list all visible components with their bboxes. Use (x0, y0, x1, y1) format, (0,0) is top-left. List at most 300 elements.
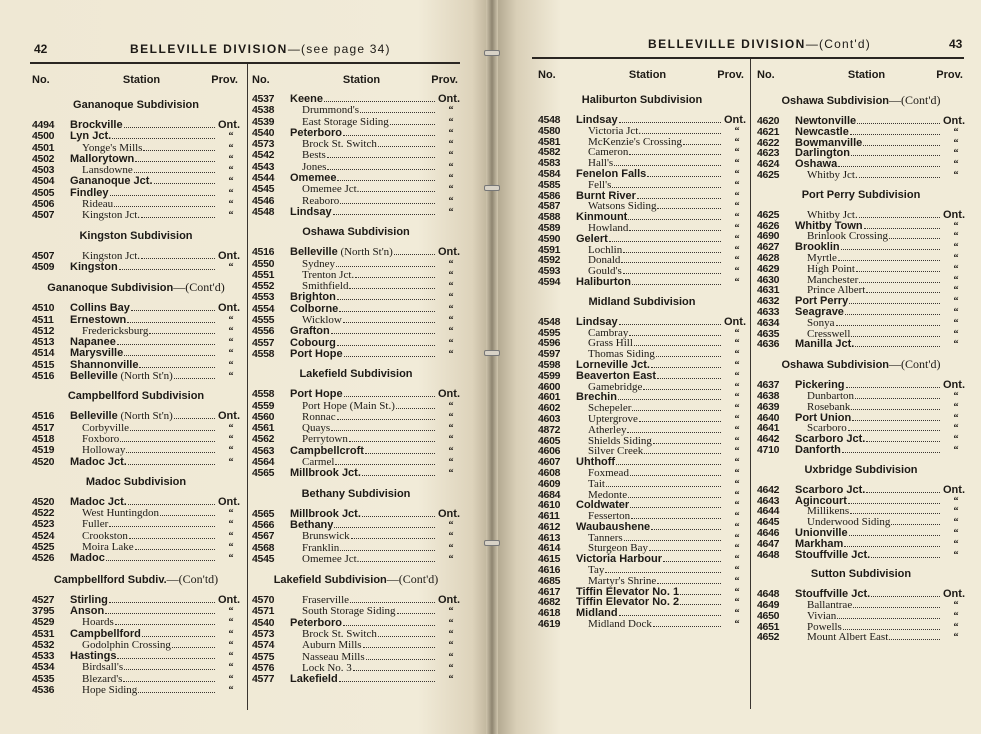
dot-leader (129, 538, 215, 539)
province: “ (228, 325, 234, 337)
station-name-text: Oshawa (795, 158, 838, 171)
station-name-text: Rideau (82, 198, 114, 211)
station-number: 4553 (252, 291, 275, 304)
dot-leader (337, 180, 435, 181)
station-name-text: Pickering (795, 379, 845, 392)
dot-leader (333, 214, 435, 215)
station-row (538, 265, 746, 276)
station-name (70, 187, 109, 199)
station-row (32, 250, 240, 261)
dot-leader (871, 557, 940, 558)
station-number: 4554 (252, 302, 275, 315)
station-row (538, 607, 746, 618)
station-name (795, 338, 854, 350)
dot-leader (365, 453, 435, 454)
station-number: 4609 (538, 477, 561, 490)
station-row (757, 295, 965, 306)
column (252, 70, 460, 684)
station-row (757, 422, 965, 433)
station-number: 4535 (32, 672, 55, 685)
station-row (538, 478, 746, 489)
station-name (70, 314, 126, 326)
station-row (538, 337, 746, 348)
station-name-text: Underwood Siding (807, 516, 891, 529)
station-number: 4626 (757, 219, 780, 232)
station-name (290, 246, 393, 258)
dot-leader (848, 430, 940, 431)
station-row (757, 137, 965, 148)
province: “ (448, 337, 454, 349)
station-name-text: Fell's (588, 178, 612, 191)
station-row (757, 338, 965, 349)
station-number: 4582 (538, 146, 561, 159)
dot-leader (110, 195, 215, 196)
dot-leader (337, 345, 435, 346)
province: “ (448, 628, 454, 640)
station-name-text: Lindsay (576, 315, 618, 328)
column-divider (750, 59, 751, 709)
station-number: 4557 (252, 336, 275, 349)
station-name-text: Whitby Jct. (807, 168, 858, 181)
station-name (576, 619, 652, 630)
province: “ (953, 632, 959, 644)
station-number: 4636 (757, 338, 780, 351)
station-name (290, 348, 343, 360)
dot-leader (889, 639, 940, 640)
station-number: 4520 (32, 495, 55, 508)
station-row (757, 379, 965, 390)
station-row (538, 532, 746, 543)
province: “ (734, 619, 740, 631)
subdivision-title: Campbellford Subdiv. (53, 573, 167, 586)
station-name-text: Hoards (82, 616, 114, 629)
station-number: 4621 (757, 125, 780, 138)
province: “ (228, 684, 234, 696)
header-prov: Prov. (717, 69, 744, 81)
station-number: 4502 (32, 152, 55, 165)
station-name-text: Ronnac (302, 410, 336, 423)
province: “ (734, 403, 740, 415)
station-number: 4612 (538, 520, 561, 533)
station-row (538, 381, 746, 392)
right-page (492, 0, 981, 734)
station-name-text: Collins Bay (70, 302, 130, 315)
station-number: 4643 (757, 494, 780, 507)
dot-leader (849, 535, 940, 536)
station-name-text: Kingston (70, 260, 118, 273)
station-row (252, 314, 460, 325)
column (32, 70, 240, 695)
dot-leader (619, 122, 721, 123)
dot-leader (630, 507, 721, 508)
station-row (538, 348, 746, 359)
station-row (252, 161, 460, 172)
station-number: 4544 (252, 172, 275, 185)
province: “ (228, 530, 234, 542)
station-name (70, 370, 173, 382)
continued-label: —(Con'td) (166, 571, 219, 586)
station-number: 4548 (538, 114, 561, 126)
province: “ (734, 511, 740, 523)
dot-leader (355, 277, 435, 278)
station-number: 4629 (757, 262, 780, 275)
station-row (32, 650, 240, 661)
province: “ (953, 148, 959, 160)
station-name-text: High Point (807, 262, 855, 275)
province: “ (734, 532, 740, 544)
dot-leader (851, 155, 940, 156)
dot-leader (680, 604, 721, 605)
dot-leader (396, 408, 435, 409)
station-number: 4710 (757, 443, 780, 456)
station-name-text: Powells (807, 620, 842, 633)
dot-leader (627, 432, 721, 433)
dot-leader (866, 441, 940, 442)
station-row (538, 136, 746, 147)
dot-leader (663, 561, 721, 562)
station-number: 4510 (32, 302, 55, 315)
station-name-text: Tay (588, 564, 605, 577)
province: “ (448, 258, 454, 270)
station-name-text: Gelert (576, 232, 608, 245)
station-row (32, 209, 240, 220)
station-name-text: Gamebridge (588, 380, 643, 393)
province: “ (734, 190, 740, 202)
station-number: 4650 (757, 609, 780, 622)
province: “ (953, 306, 959, 318)
station-name-text: Whitby Jct. (807, 208, 858, 221)
province: “ (228, 553, 234, 565)
dot-leader (647, 176, 721, 177)
station-number: 4527 (32, 593, 55, 606)
station-name-text: Reaboro (302, 194, 340, 207)
station-name-text: Grafton (290, 325, 330, 338)
province: “ (953, 621, 959, 633)
station-row (252, 258, 460, 269)
station-number: 4685 (538, 574, 561, 587)
station-name-text: Foxboro (82, 432, 120, 445)
station-name-text: Port Hope (290, 388, 343, 401)
header-station: Station (847, 69, 886, 81)
dot-leader (614, 165, 721, 166)
dot-leader (360, 191, 435, 192)
province: “ (734, 478, 740, 490)
province: “ (228, 639, 234, 651)
dot-leader (852, 420, 940, 421)
station-name-text: Midland Dock (588, 618, 652, 631)
station-name-text: Madoc Jct. (70, 455, 127, 468)
station-number: 4555 (252, 314, 275, 327)
station-number: 4595 (538, 326, 561, 339)
dot-leader (843, 629, 940, 630)
station-row (757, 412, 965, 423)
station-name-text: Lindsay (576, 114, 618, 126)
dot-leader (143, 150, 215, 151)
station-name-text: Brinlook Crossing (807, 230, 888, 243)
station-row (538, 146, 746, 157)
dot-leader (351, 538, 435, 539)
province: “ (734, 359, 740, 371)
station-name-text: Schepeler (588, 402, 632, 415)
station-number: 4589 (538, 221, 561, 234)
header-prov: Prov. (211, 74, 238, 86)
province: “ (448, 315, 454, 327)
province: “ (953, 517, 959, 529)
dot-leader (109, 526, 215, 527)
station-name-text: Tiffin Elevator No. 1 (576, 585, 680, 598)
station-number: 4588 (538, 211, 561, 224)
province: “ (953, 274, 959, 286)
station-row (32, 594, 240, 605)
station-row (757, 495, 965, 506)
dot-leader (657, 378, 721, 379)
station-name-text: Scarboro Jct. (795, 483, 866, 496)
station-row (32, 541, 240, 552)
station-number: 4635 (757, 327, 780, 340)
station-row (252, 127, 460, 138)
dot-leader (871, 596, 940, 597)
province: “ (228, 348, 234, 360)
station-name-text: Madoc (70, 552, 105, 565)
subdivision-heading (757, 455, 965, 484)
station-row (757, 328, 965, 339)
province: “ (734, 543, 740, 555)
station-number: 4523 (32, 518, 55, 531)
station-name-text: Cresswell (807, 327, 851, 340)
station-name-text: Medonte (588, 488, 628, 501)
station-number: 4611 (538, 510, 560, 523)
province: “ (448, 606, 454, 618)
station-row (757, 284, 965, 295)
station-name-text: Lock No. 3 (302, 661, 352, 674)
station-name-text: Moira Lake (82, 541, 134, 554)
province: “ (448, 116, 454, 128)
dot-leader (128, 504, 215, 505)
province: “ (734, 201, 740, 213)
station-name-text: Findley (70, 186, 109, 199)
station-number: 4645 (757, 516, 780, 529)
subdivision-title: Oshawa Subdivision (781, 95, 890, 107)
station-name (795, 549, 870, 561)
station-name-text: Watsons Siding (588, 200, 657, 213)
station-row (252, 388, 460, 399)
station-number: 4570 (252, 594, 275, 607)
dot-leader (340, 203, 435, 204)
province: “ (448, 348, 454, 360)
subdivision-heading (538, 287, 746, 316)
province: “ (448, 640, 454, 652)
station-row (32, 261, 240, 272)
province: “ (448, 206, 454, 218)
province: Ont. (218, 302, 240, 315)
station-number: 4599 (538, 369, 561, 382)
station-row (538, 499, 746, 510)
station-name (576, 276, 631, 288)
province: “ (953, 401, 959, 413)
station-name-text: Blezard's (82, 672, 123, 685)
station-name (290, 445, 364, 457)
station-number: 4515 (32, 358, 55, 371)
station-number: 4509 (32, 260, 55, 273)
station-number: 4608 (538, 466, 561, 479)
province: “ (448, 531, 454, 543)
header-station: Station (342, 74, 381, 86)
station-name-text: South Storage Siding (302, 605, 396, 618)
station-row (538, 316, 746, 327)
continued-label: —(Cont'd) (889, 93, 941, 107)
dot-leader (680, 594, 721, 595)
station-name (290, 303, 338, 315)
station-name (70, 302, 130, 314)
station-name-text: Carmel (302, 456, 335, 469)
station-row (538, 179, 746, 190)
header-rule (30, 62, 460, 64)
province: Ont. (943, 208, 965, 221)
province: “ (228, 542, 234, 554)
station-number: 4644 (757, 505, 780, 518)
station-row (757, 444, 965, 455)
station-row (757, 621, 965, 632)
province: “ (734, 424, 740, 436)
station-row (538, 542, 746, 553)
station-name-text: Coldwater (576, 499, 630, 512)
province: “ (953, 434, 959, 446)
station-number: 4651 (757, 620, 780, 633)
station-number: 4577 (252, 673, 275, 686)
province: “ (228, 199, 234, 211)
title-suffix: —(see page 34) (287, 42, 391, 56)
station-name-text: Holloway (82, 444, 126, 457)
province: Ont. (438, 388, 460, 401)
station-name-text: Shannonville (70, 358, 139, 371)
station-number: 4596 (538, 337, 561, 350)
station-row (757, 317, 965, 328)
province: “ (953, 527, 959, 539)
station-number: 4501 (32, 141, 55, 154)
station-name-text: Peterboro (290, 126, 342, 139)
dot-leader (656, 356, 721, 357)
dot-leader (857, 123, 940, 124)
station-row (538, 402, 746, 413)
province: “ (953, 263, 959, 275)
station-name-text: Brock St. Switch (302, 138, 377, 151)
dot-leader (866, 492, 940, 493)
province: “ (448, 127, 454, 139)
dot-leader (117, 658, 215, 659)
station-name (290, 337, 336, 349)
province: “ (953, 220, 959, 232)
dot-leader (390, 124, 435, 125)
station-number: 4548 (252, 205, 275, 218)
province: “ (228, 617, 234, 629)
station-row (252, 195, 460, 206)
dot-leader (629, 154, 721, 155)
station-row (252, 553, 460, 564)
province: “ (734, 179, 740, 191)
station-row (32, 130, 240, 141)
province: “ (734, 413, 740, 425)
page-number: 42 (34, 42, 48, 56)
column-header (252, 70, 460, 90)
station-name-text: Brechin (576, 391, 617, 404)
station-name-text: Wicklow (302, 314, 342, 327)
station-number: 4545 (252, 552, 275, 565)
station-number: 4598 (538, 358, 561, 371)
station-name-text: Kinmount (576, 211, 628, 224)
station-name (70, 336, 116, 348)
station-name-text: Fenelon Falls (576, 167, 647, 180)
station-name-text: Manchester (807, 273, 859, 286)
dot-leader (844, 546, 940, 547)
station-row (252, 628, 460, 639)
dot-leader (609, 241, 721, 242)
title-suffix: —(Cont'd) (805, 37, 871, 51)
dot-leader (117, 344, 215, 345)
station-name-text: Ernestown (70, 313, 127, 326)
station-row (32, 164, 240, 175)
province: Ont. (724, 114, 746, 126)
station-name-text: Unionville (795, 526, 848, 539)
station-number: 4587 (538, 200, 561, 213)
province: “ (953, 252, 959, 264)
dot-leader (859, 282, 940, 283)
dot-leader (657, 583, 721, 584)
dot-leader (866, 292, 940, 293)
station-name-text: Foxmead (588, 466, 629, 479)
station-name-text: Fuller (82, 518, 109, 531)
dot-leader (621, 262, 721, 263)
dot-leader (126, 452, 215, 453)
station-number: 4516 (32, 370, 55, 383)
station-row (538, 553, 746, 564)
station-name-text: Port Perry (795, 295, 849, 308)
station-number: 4641 (757, 422, 780, 435)
dot-leader (339, 311, 435, 312)
dot-leader (366, 659, 435, 660)
province: “ (734, 168, 740, 180)
station-number: 4638 (757, 389, 780, 402)
station-row (757, 306, 965, 317)
province: “ (228, 131, 234, 143)
subdivision-heading (32, 272, 240, 302)
province: “ (734, 349, 740, 361)
province: “ (448, 292, 454, 304)
province: “ (734, 233, 740, 245)
province: Ont. (438, 93, 460, 105)
station-name-text: Bowmanville (795, 136, 863, 149)
subdivision-heading (252, 359, 460, 388)
dot-leader (160, 515, 215, 516)
dot-leader (855, 346, 940, 347)
dot-leader (112, 138, 215, 139)
station-name-text: Millbrook Jct. (290, 467, 361, 480)
station-name (290, 172, 336, 184)
station-name (70, 685, 137, 696)
station-number: 4563 (252, 444, 275, 457)
subdivision-heading (252, 479, 460, 508)
province: “ (734, 381, 740, 393)
station-number: 4594 (538, 275, 561, 288)
station-row (538, 586, 746, 597)
continued-label: —(Cont'd) (173, 280, 225, 295)
province: “ (953, 328, 959, 340)
station-number: 4649 (757, 599, 780, 612)
province: “ (734, 370, 740, 382)
station-name-text: Tiffin Elevator No. 2 (576, 596, 680, 609)
province: “ (448, 457, 454, 469)
dot-leader (631, 518, 721, 519)
province: “ (734, 446, 740, 458)
